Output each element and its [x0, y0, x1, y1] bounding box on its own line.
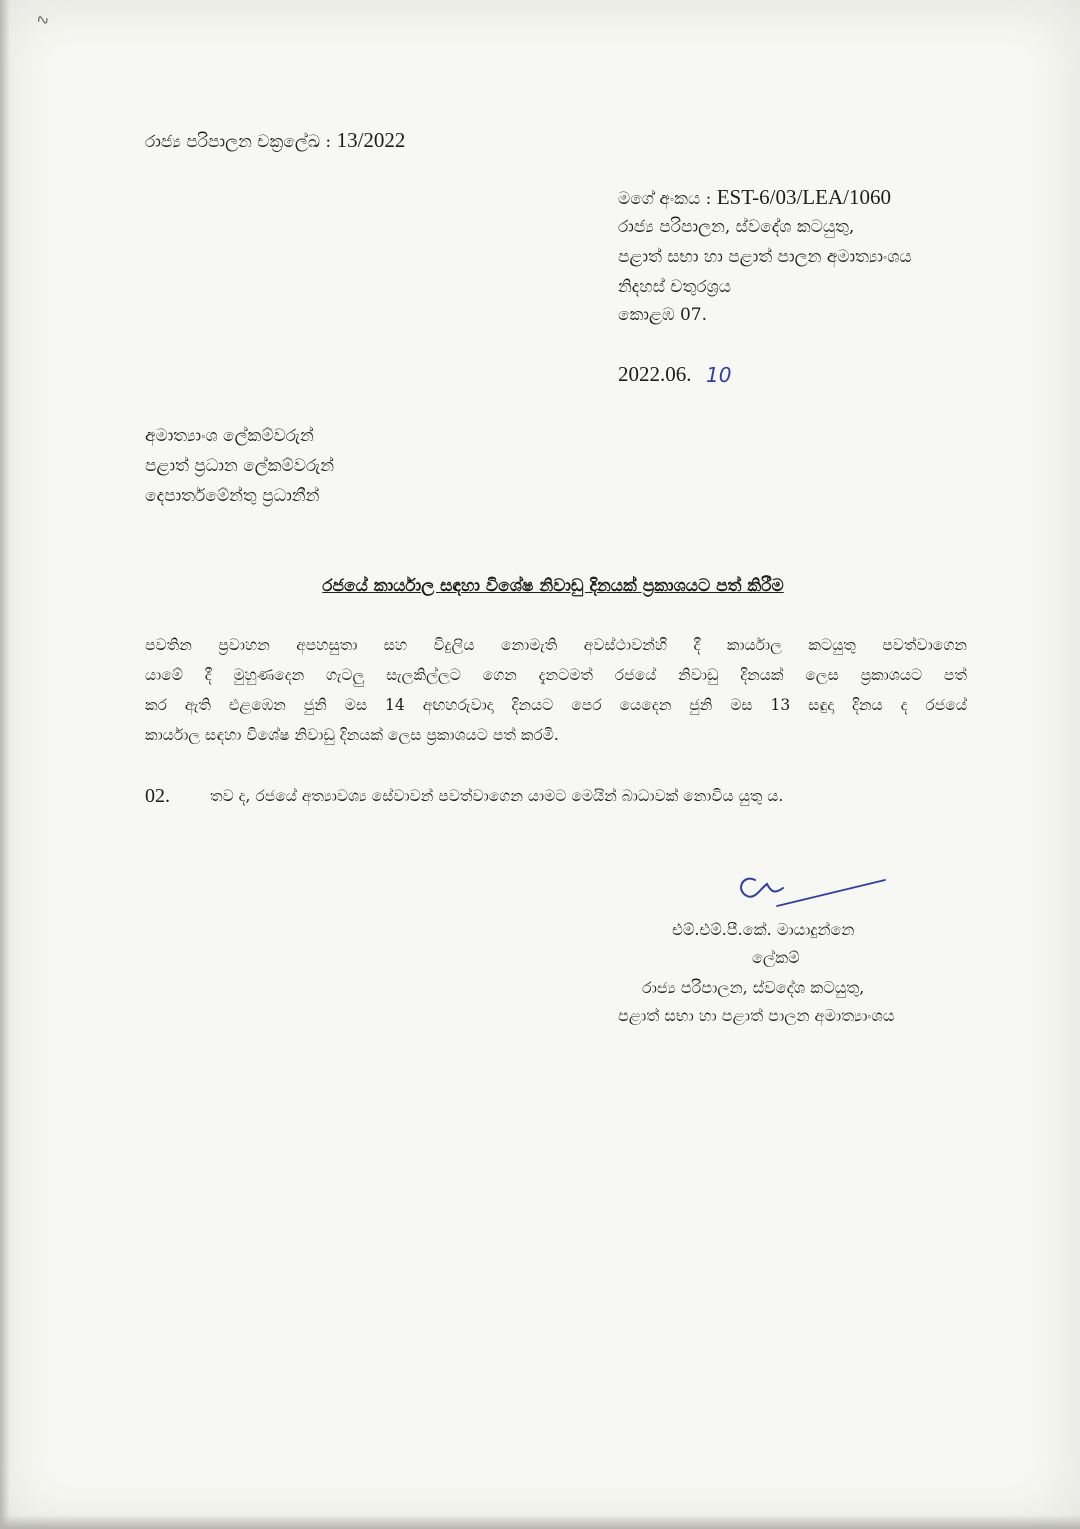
signatory-title: ලේකම්: [752, 948, 800, 967]
recipient-line: පළාත් ප්‍රධාන ලේකම්වරුන්: [145, 456, 335, 476]
reference-number: EST-6/03/LEA/1060: [716, 185, 891, 209]
sender-address-line: නිදහස් චතුරශ්‍රය: [618, 277, 732, 297]
page-edge-shadow: [0, 0, 10, 1529]
signatory-org-line: රාජ්‍ය පරිපාලන, ස්වදේශ කටයුතු,: [642, 978, 865, 997]
circular-number: 13/2022: [336, 128, 406, 152]
recipient-line: අමාත්‍යාංශ ලේකම්වරුන්: [145, 426, 314, 446]
subject-heading: රජයේ කාර්යාල සඳහා විශේෂ නිවාඩු දිනයක් ප්‍රකාශයට පත් කිරීම: [322, 576, 784, 596]
reference-label: මගේ අංකය :: [618, 189, 712, 209]
paper-mark: ∿: [33, 8, 52, 31]
circular-label: රාජ්‍ය පරිපාලන චක්‍රලේඛ :: [145, 132, 332, 152]
body-line: කර ඇති එළඹෙන ජුනි මස 14 අඟහරුවාදා දිනයට පෙර යෙදෙන ජුනි මස 13 සඳුදා දිනය ද රජයේ: [145, 696, 967, 714]
page-edge-shadow-bottom: [0, 1515, 1080, 1529]
circular-heading: [145, 130, 405, 151]
signatory-name: එම්.එම්.පී.කේ. මායාදුන්නෙ: [672, 920, 855, 939]
signatory-org-line: පළාත් සභා හා පළාත් පාලන අමාත්‍යාංශය: [618, 1006, 895, 1025]
sender-address-line: රාජ්‍ය පරිපාලන, ස්වදේශ කටයුතු,: [618, 217, 855, 237]
date-printed: 2022.06.: [618, 362, 692, 386]
sender-address-line: කොළඹ 07.: [618, 305, 707, 325]
body-line: යාමේ දී මුහුණදෙන ගැටලු සැලකිල්ලට ගෙන දැනටමත් රජයේ නිවාඩු දිනයක් ලෙස ප්‍රකාශයට පත්: [145, 666, 967, 684]
paragraph-number: 02.: [145, 785, 170, 807]
body-line: කාර්යාල සඳහා විශේෂ නිවාඩු දිනයක් ලෙස ප්‍රකාශයට පත් කරමි.: [145, 726, 559, 744]
reference-line: [618, 187, 891, 208]
recipient-line: දෙපාර්තමේන්තු ප්‍රධානීන්: [145, 486, 320, 506]
body-line: පවතින ප්‍රවාහන අපහසුතා සහ විදුලිය නොමැති අවස්ථාවන්හි දී කාර්යාල කටයුතු පවත්වාගෙන: [145, 636, 967, 654]
paragraph-2-text: තව ද, රජයේ අත්‍යාවශ්‍ය සේවාවන් පවත්වාගෙන යාමට මෙයින් බාධාවක් නොවිය යුතු ය.: [210, 787, 784, 805]
date-handwritten: 10: [706, 363, 732, 387]
signature-scribble: [725, 868, 895, 928]
sender-address-line: පළාත් සභා හා පළාත් පාලන අමාත්‍යාංශය: [618, 247, 912, 267]
